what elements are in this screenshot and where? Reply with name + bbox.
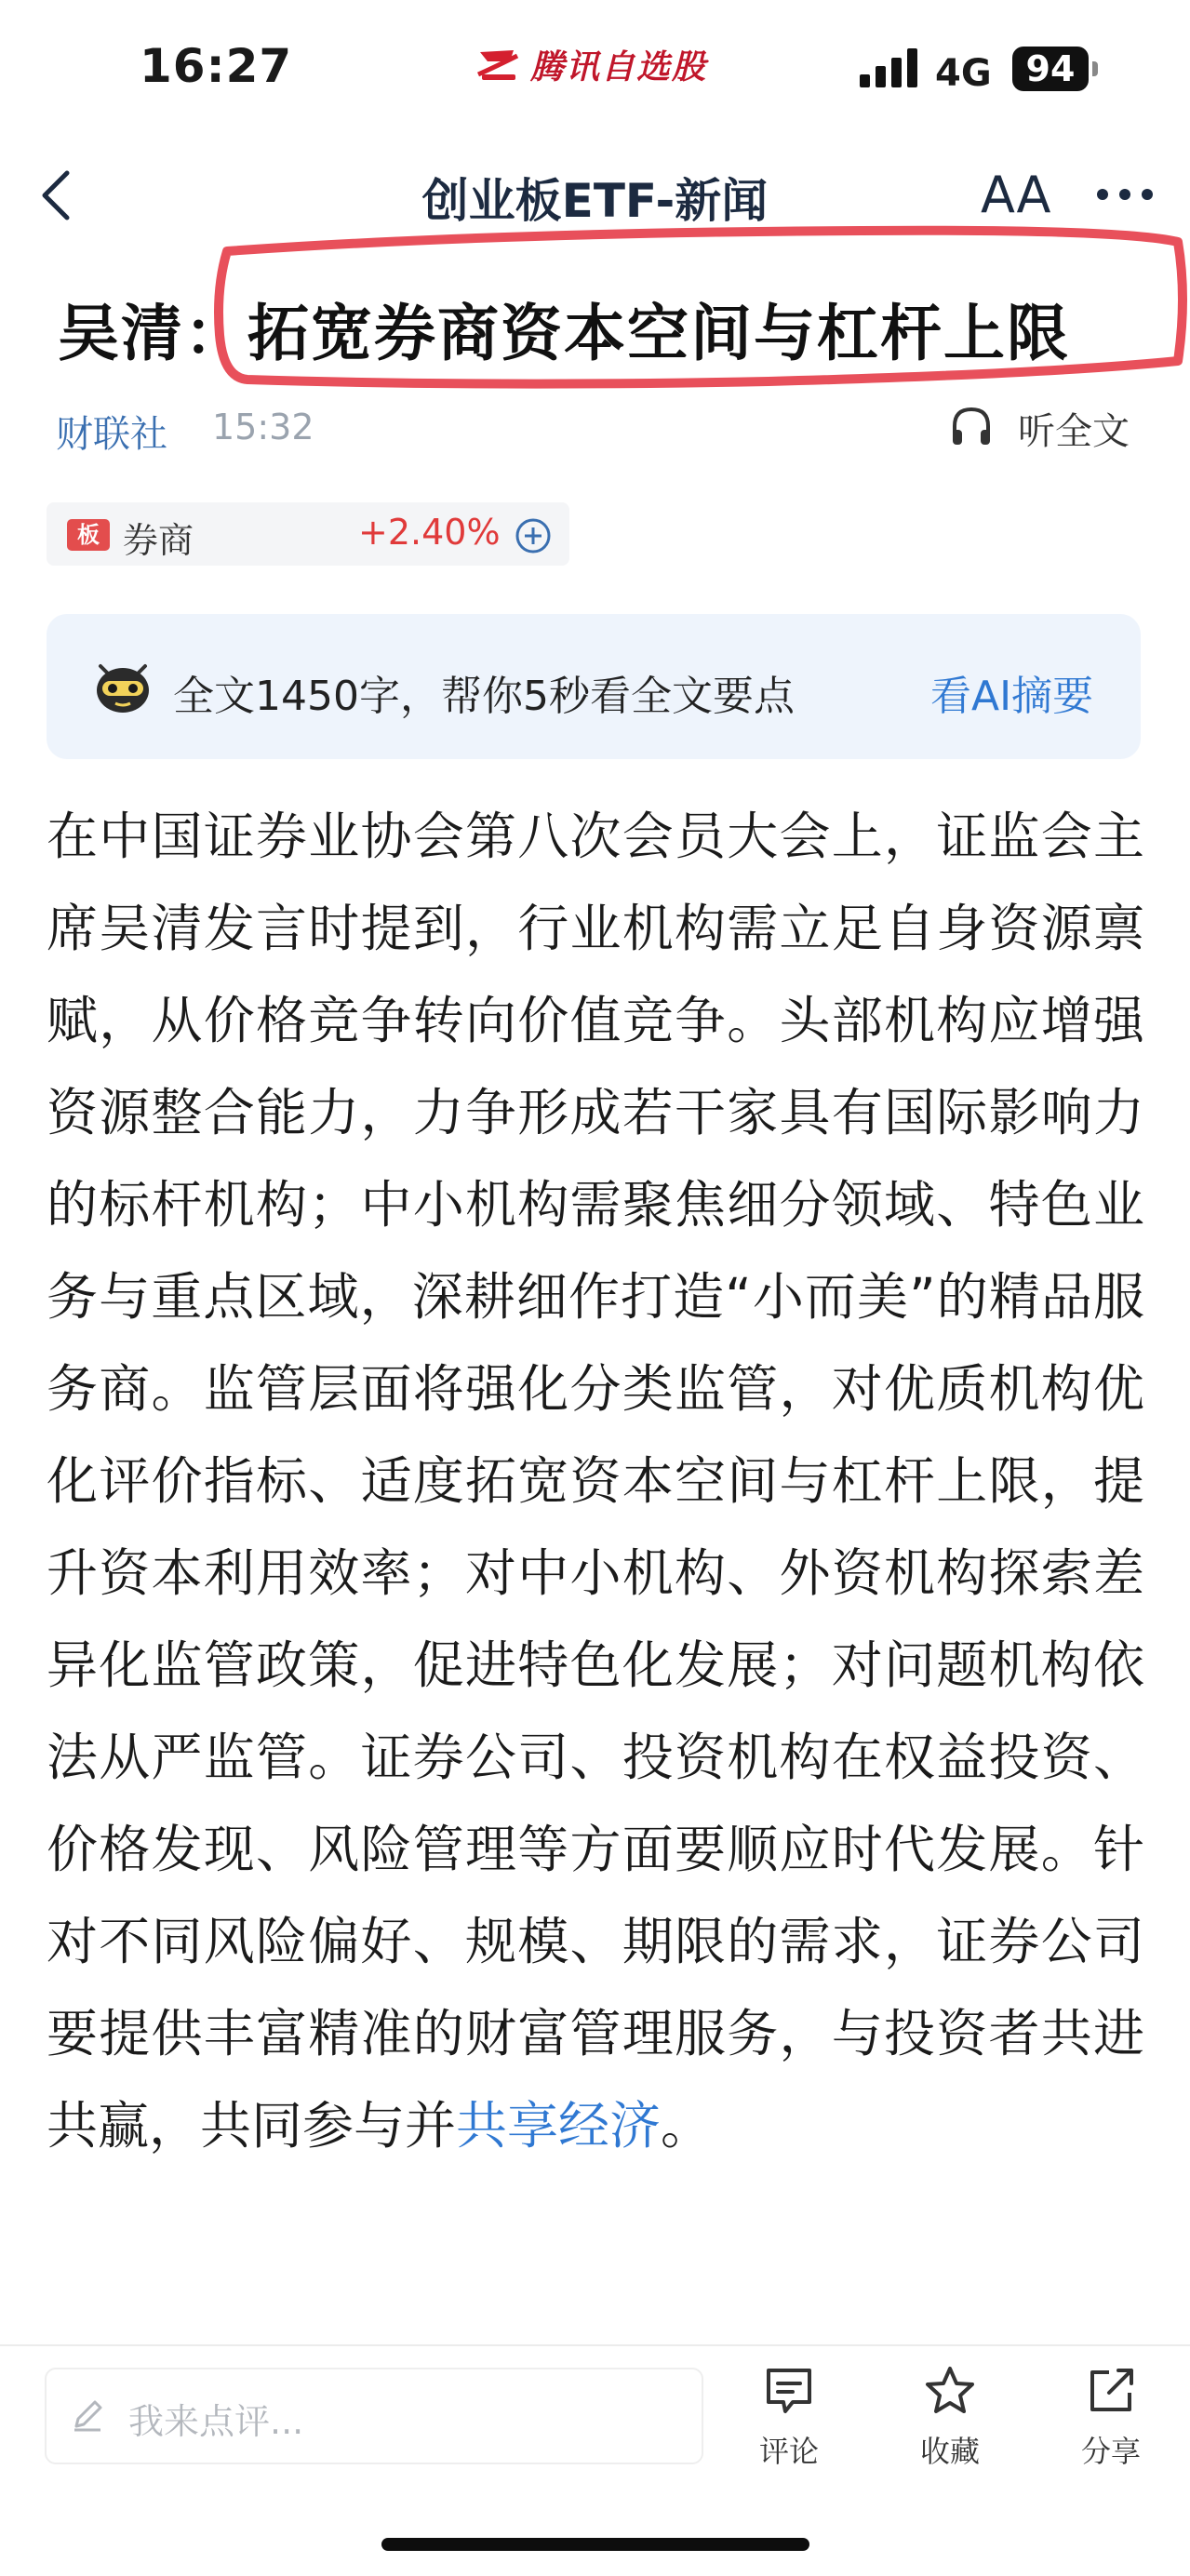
article-time: 15:32 — [212, 407, 314, 447]
comment-placeholder[interactable]: 我来点评... — [128, 2401, 304, 2442]
share-button-label[interactable]: 分享 — [1080, 2434, 1141, 2469]
article-source[interactable]: 财联社 — [56, 413, 167, 456]
listen-full-text-button[interactable]: 听全文 — [1018, 410, 1130, 453]
ai-summary-text: 全文1450字，帮你5秒看全文要点 — [173, 673, 795, 720]
battery-tip — [1092, 61, 1098, 76]
battery-icon: 94 — [1012, 47, 1089, 91]
share-icon[interactable] — [1085, 2365, 1137, 2417]
comment-icon[interactable] — [763, 2365, 815, 2417]
headphones-icon[interactable] — [947, 402, 996, 450]
status-time: 16:27 — [140, 39, 293, 93]
signal-icon — [860, 48, 919, 87]
sector-change: +2.40% — [358, 512, 501, 553]
article-body-end: 。 — [661, 2096, 713, 2156]
app-logo-icon — [476, 47, 521, 84]
page-title: 创业板ETF-新闻 — [421, 174, 769, 228]
font-size-button[interactable] — [981, 166, 1050, 224]
star-icon[interactable] — [924, 2365, 976, 2417]
ai-mascot-icon — [91, 655, 154, 718]
sector-badge: 板 — [67, 519, 110, 551]
font-size-label: AA — [981, 166, 1051, 224]
article-body-link[interactable]: 共享经济 — [456, 2096, 662, 2156]
bottom-divider — [0, 2344, 1190, 2346]
more-icon[interactable] — [1096, 188, 1154, 201]
app-indicator — [476, 41, 707, 88]
app-name: 腾讯自选股 — [530, 48, 708, 87]
pencil-icon — [69, 2396, 106, 2434]
network-type: 4G — [935, 52, 992, 95]
home-indicator[interactable] — [381, 2538, 809, 2551]
ai-summary-link[interactable]: 看AI摘要 — [930, 673, 1094, 720]
article-body — [47, 791, 1144, 2172]
red-highlight-annotation — [210, 223, 1190, 409]
add-watchlist-icon[interactable] — [515, 517, 552, 554]
comment-button-label[interactable]: 评论 — [758, 2434, 819, 2469]
sector-name[interactable]: 券商 — [123, 520, 194, 561]
favorite-button-label[interactable]: 收藏 — [919, 2434, 980, 2469]
article-headline: 吴清：拓宽券商资本空间与杠杆上限 — [58, 298, 1070, 369]
article-body-main: 在中国证券业协会第八次会员大会上，证监会主席吴清发言时提到，行业机构需立足自身资源禀赋，从价格竞争转向价值竞争。头部机构应增强资源整合能力，力争形成若干家具有国际影响力的标杆机构；中小机构需聚焦细分领域、特色业务与重点区域，深耕细作打造“小而美”的精品服务商。监管层面将强化分类监管，对优质机构优化评价指标、适度拓宽资本空间与杠杆上限，提升资本利用效率；对中小机构、外资机构探索差异化监管政策，促进特色化发展；对问题机构依法从严监管。证券公司、投资机构在权益投资、价格发现、风险管理等方面要顺应时代发展。针对不同风险偏好、规模、期限的需求，证券公司要提供丰富精准的财富管理服务，与投资者共进共赢，共同参与并 — [47, 807, 1144, 2156]
